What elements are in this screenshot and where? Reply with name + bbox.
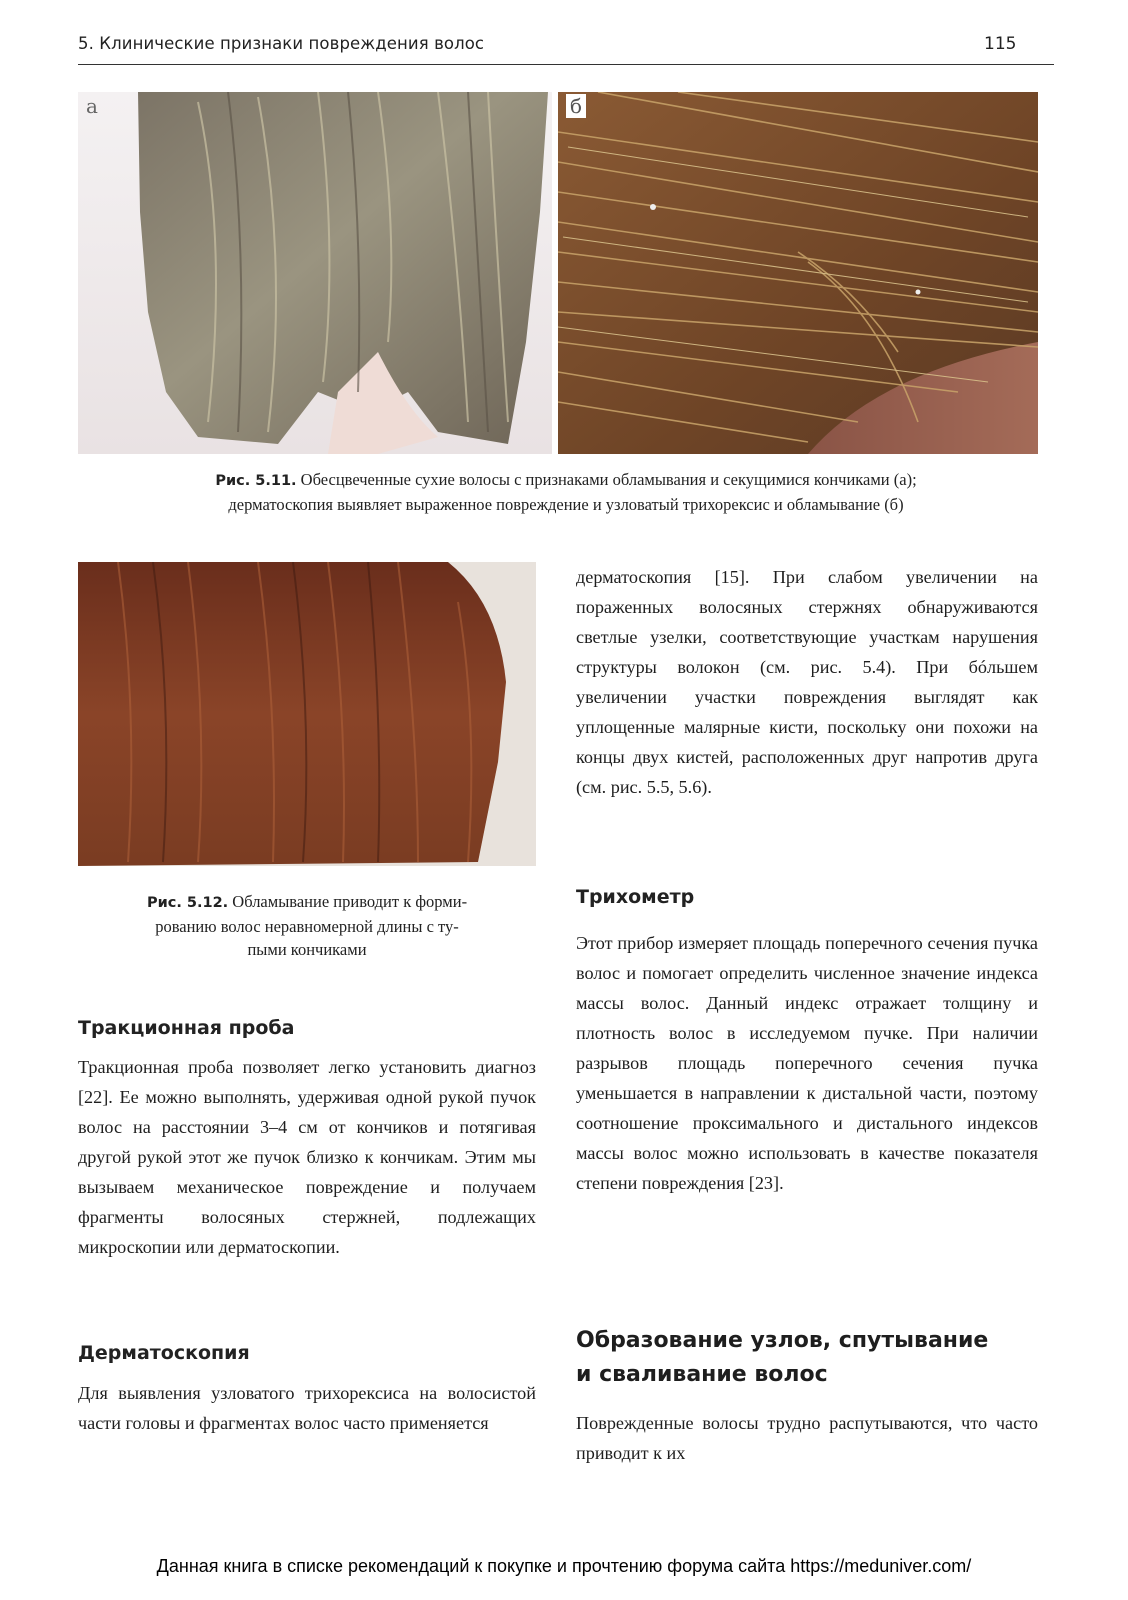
figure-5-12-caption-line-1: Рис. 5.12. Обламывание приводит к форми- [146,892,468,911]
section-heading-line-2: и сваливание волос [576,1362,828,1387]
page-number: 115 [984,34,1017,54]
figure-5-11a-photo [78,92,552,454]
section-heading [576,1324,1038,1392]
header-rule [78,64,1054,65]
trichometer-heading: Трихометр [576,886,695,908]
footer-note: Данная книга в списке рекомендаций к покупке и прочтению форума сайта https://meduniver.com/ [156,1556,972,1576]
figure-5-11-label: Рис. 5.11. [215,473,297,489]
figure-5-11b-photo [558,92,1038,454]
figure-5-12-caption-line-3: пыми кончиками [247,940,367,959]
dermatoscopy-heading: Дерматоскопия [78,1342,250,1364]
figure-5-12-caption-line-2: рованию волос неравномерной длины с ту- [155,917,459,936]
figure-5-11-caption [78,468,1054,516]
figure-5-12-label: Рис. 5.12. [146,895,229,911]
trichometer-paragraph: Этот прибор измеряет площадь поперечного сечения пучка волос и помогает определить численное значение индекса массы волос. Данный индекс отражает толщину и плотность волос в исследуемом пучке. При наличии разрывов площадь поперечного сечения пучка уменьшается в направлении к дистальной части, поэтому соотношение проксимального и дистального индексов массы волос можно использовать в качестве показателя степени повреждения [23]. [576,933,1038,1193]
figure-5-11-caption-line-2: дерматоскопия выявляет выраженное повреждение и узловатый трихорексис и обламывание (б) [228,495,904,514]
figure-5-12-photo [78,562,536,866]
section-paragraph: Поврежденные волосы трудно распутываются, что часто приводит к их [576,1413,1038,1463]
dermatoscopy-continuation-paragraph: дерматоскопия [15]. При слабом увеличении на пораженных волосяных стержнях обнаруживаются светлые узелки, соответствующие участкам нарушения структуры волокон (см. рис. 5.4). При бóльшем увеличении участки повреждения выглядят как уплощенные малярные кисти, поскольку они похожи на концы двух кистей, расположенных друг напротив друга (см. рис. 5.5, 5.6). [576,567,1038,797]
panel-label-b: б [566,94,586,118]
dermatoscopy-paragraph: Для выявления узловатого трихорексиса на волосистой части головы и фрагментах волос часто применяется [78,1383,536,1433]
figure-5-11-caption-line-1: Рис. 5.11. Обесцвеченные сухие волосы с признаками обламывания и секущимися кончиками (а); [215,470,917,489]
traction-test-paragraph: Тракционная проба позволяет легко установить диагноз [22]. Ее можно выполнять, удерживая одной рукой пучок волос на расстоянии 3–4 см от кончиков и потягивая другой рукой этот же пучок близко к кончикам. Этим мы вызываем механическое повреждение и получаем фрагменты волосяных стержней, подлежащих микроскопии или дерматоскопии. [78,1057,536,1257]
section-heading-line-1: Образование узлов, спутывание [576,1328,989,1353]
running-header-title: 5. Клинические признаки повреждения волос [78,34,485,53]
figure-5-12-caption [78,890,536,961]
panel-label-a: а [86,94,98,118]
traction-test-heading: Тракционная проба [78,1017,295,1039]
